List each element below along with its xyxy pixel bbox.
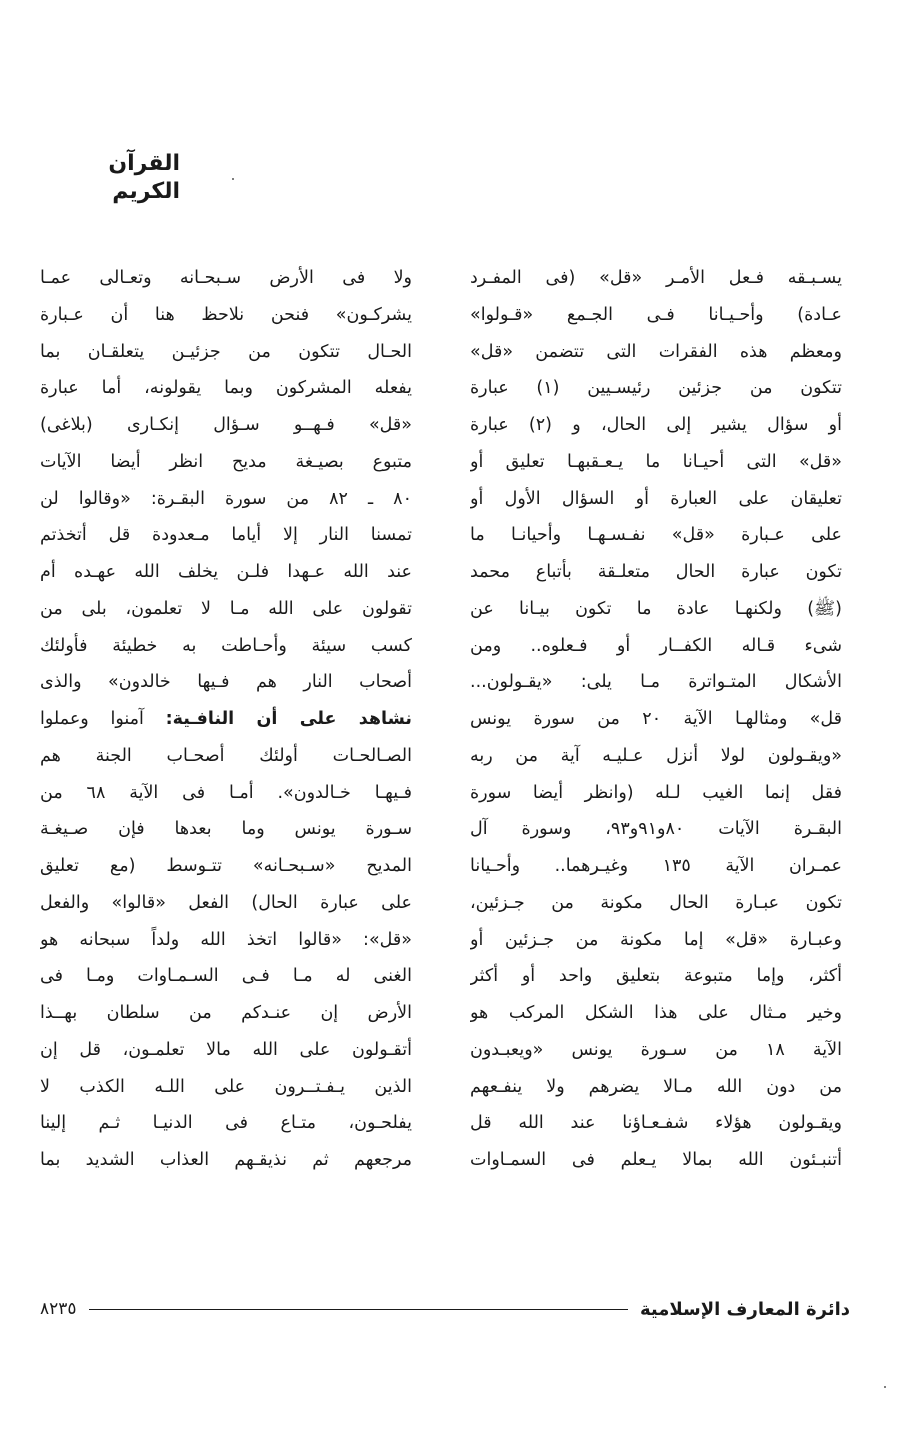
text-line-right: وعبـارة «قل» إما مكونة من جـزئين أو bbox=[470, 929, 842, 950]
text-line-left: عند الله عـهدا فلـن يخلف الله عهـده أم bbox=[40, 562, 412, 582]
text-line-left: يفلحـون، متـاع فى الدنيـا ثـم إلينا bbox=[40, 1113, 412, 1134]
footer-rule bbox=[89, 1309, 628, 1310]
text-line-left: فـيهـا خـالدون». أمـا فى الآية ٦٨ من bbox=[40, 782, 412, 803]
text-line-left: تمسنا النار إلا أياما مـعدودة قل أتخذتم bbox=[40, 525, 412, 546]
text-line-right: الأشكال المتـواترة مـا يلى: «يقـولون... bbox=[470, 672, 842, 693]
text-line-left: سـورة يونس وما بعدها فإن صـيغـة bbox=[40, 819, 412, 840]
text-line-left: «قل» فـهــو سـؤال إنكـارى (بلاغى) bbox=[40, 415, 412, 435]
text-line-left: ٨٠ ـ ٨٢ من سورة البقـرة: «وقالوا لن bbox=[40, 488, 412, 509]
text-line-right: عمـران الآية ١٣٥ وغيـرهما.. وأحـيانا bbox=[470, 856, 842, 876]
text-line-right: «قل» التى أحيـانا ما يـعـقبهـا تعليق أو bbox=[470, 451, 842, 472]
text-line-right: ومعظم هذه الفقرات التى تتضمن «قل» bbox=[470, 341, 842, 362]
text-line-right: أكثر، وإما متبوعة بتعليق واحد أو أكثر bbox=[470, 966, 842, 987]
text-line-right: وخير مـثال على هذا الشكل المركب هو bbox=[470, 1003, 842, 1023]
text-column-right bbox=[470, 260, 842, 1179]
text-line-left: الصـالحـات أولئك أصحـاب الجنة هم bbox=[40, 745, 412, 766]
text-line-right: أتنبـئون الله بمالا يـعلم فى السمـاوات bbox=[470, 1150, 842, 1170]
text-line-right: (ﷺ) ولكنهـا عادة ما تكون بيـانا عن bbox=[470, 598, 842, 619]
text-line-right: على عـبارة «قل» نفـسـهـا وأحيانـا ما bbox=[470, 525, 842, 546]
text-line-left: كسب سيئة وأحـاطت به خطيئة فأولئك bbox=[40, 635, 412, 656]
text-line-right: عـادة) وأحـيـانا فـى الجـمع «قـولوا» bbox=[470, 304, 842, 325]
text-line-left: الحـال تتكون من جزئيـن يتعلقـان بما bbox=[40, 341, 412, 362]
text-line-left: الغنى له مـا فـى السـمـاوات ومـا فى bbox=[40, 966, 412, 987]
page-footer bbox=[40, 1294, 850, 1324]
text-line-right: من دون الله مـالا يضرهم ولا ينفـعهم bbox=[470, 1076, 842, 1097]
text-line-left: أصحاب النار هم فـيها خالدون» والذى bbox=[40, 672, 412, 693]
text-line-left: المديح «سـبحـانه» تتـوسط (مع تعليق bbox=[40, 856, 412, 876]
text-line-right: ويقـولون هؤلاء شفـعـاؤنا عند الله قل bbox=[470, 1113, 842, 1134]
text-line-left: الأرض إن عنـدكم من سلطان بهــذا bbox=[40, 1003, 412, 1023]
text-line-left: ولا فى الأرض سـبحـانه وتعـالى عمـا bbox=[40, 268, 412, 288]
text-line-right: تعليقان على العبارة أو السؤال الأول أو bbox=[470, 488, 842, 509]
text-line-left: متبوع بصيـغة مديح انظر أيضا الآيات bbox=[40, 451, 412, 472]
text-line-left: يشركـون» فنحن نلاحظ هنا أن عـبارة bbox=[40, 304, 412, 325]
text-line-left: يفعله المشركون وبما يقولونه، أما عبارة bbox=[40, 378, 412, 399]
scan-speck bbox=[884, 1386, 886, 1388]
page-header-title: القرآن الكريم bbox=[108, 151, 180, 204]
text-line-left: أتقـولون على الله مالا تعلمـون، قل إن bbox=[40, 1039, 412, 1060]
text-line-right: شىء قـاله الكفــار أو فـعلوه.. ومن bbox=[470, 635, 842, 656]
text-line-left: مرجعهم ثم نذيقـهم العذاب الشديد بما bbox=[40, 1150, 412, 1170]
text-line-right: تكون عبـارة الحال مكونة من جـزئين، bbox=[470, 892, 842, 913]
text-column-left bbox=[40, 260, 412, 1179]
text-line-right: «ويقـولون لولا أنزل عـليـه آية من ربه bbox=[470, 745, 842, 766]
text-line-right: يسـبـقه فـعل الأمـر «قل» (فى المفـرد bbox=[470, 268, 842, 288]
text-line-right: فقل إنما الغيب لـله (وانظر أيضا سورة bbox=[470, 782, 842, 803]
text-line-left: على عبارة الحال) الفعل «قالوا» والفعل bbox=[40, 892, 412, 913]
footer-publication-title: دائرة المعارف الإسلامية bbox=[639, 1298, 850, 1320]
text-line-left: نشاهد على أن النافـية: آمنوا وعملوا bbox=[40, 709, 412, 729]
text-line-right: تتكون من جزئين رئيسـيين (١) عبارة bbox=[470, 378, 842, 399]
text-line-left: تقولون على الله مـا لا تعلمون، بلى من bbox=[40, 598, 412, 619]
text-line-left: «قل»: «قالوا اتخذ الله ولداً سبحانه هو bbox=[40, 929, 412, 950]
scan-speck bbox=[232, 178, 234, 180]
text-line-left: الذين يـفـتــرون على اللـه الكذب لا bbox=[40, 1076, 412, 1097]
page-number: ٨٢٣٥ bbox=[40, 1299, 77, 1319]
text-line-right: تكون عبارة الحال متعلـقة بأتباع محمد bbox=[470, 562, 842, 582]
text-line-right: الآية ١٨ من سـورة يونس «ويعبـدون bbox=[470, 1039, 842, 1060]
text-line-right: قل» ومثالهـا الآية ٢٠ من سورة يونس bbox=[470, 709, 842, 729]
text-line-right: البقـرة الآيات ٨٠و٩١و٩٣، وسورة آل bbox=[470, 819, 842, 840]
text-line-right: أو سؤال يشير إلى الحال، و (٢) عبارة bbox=[470, 415, 842, 435]
